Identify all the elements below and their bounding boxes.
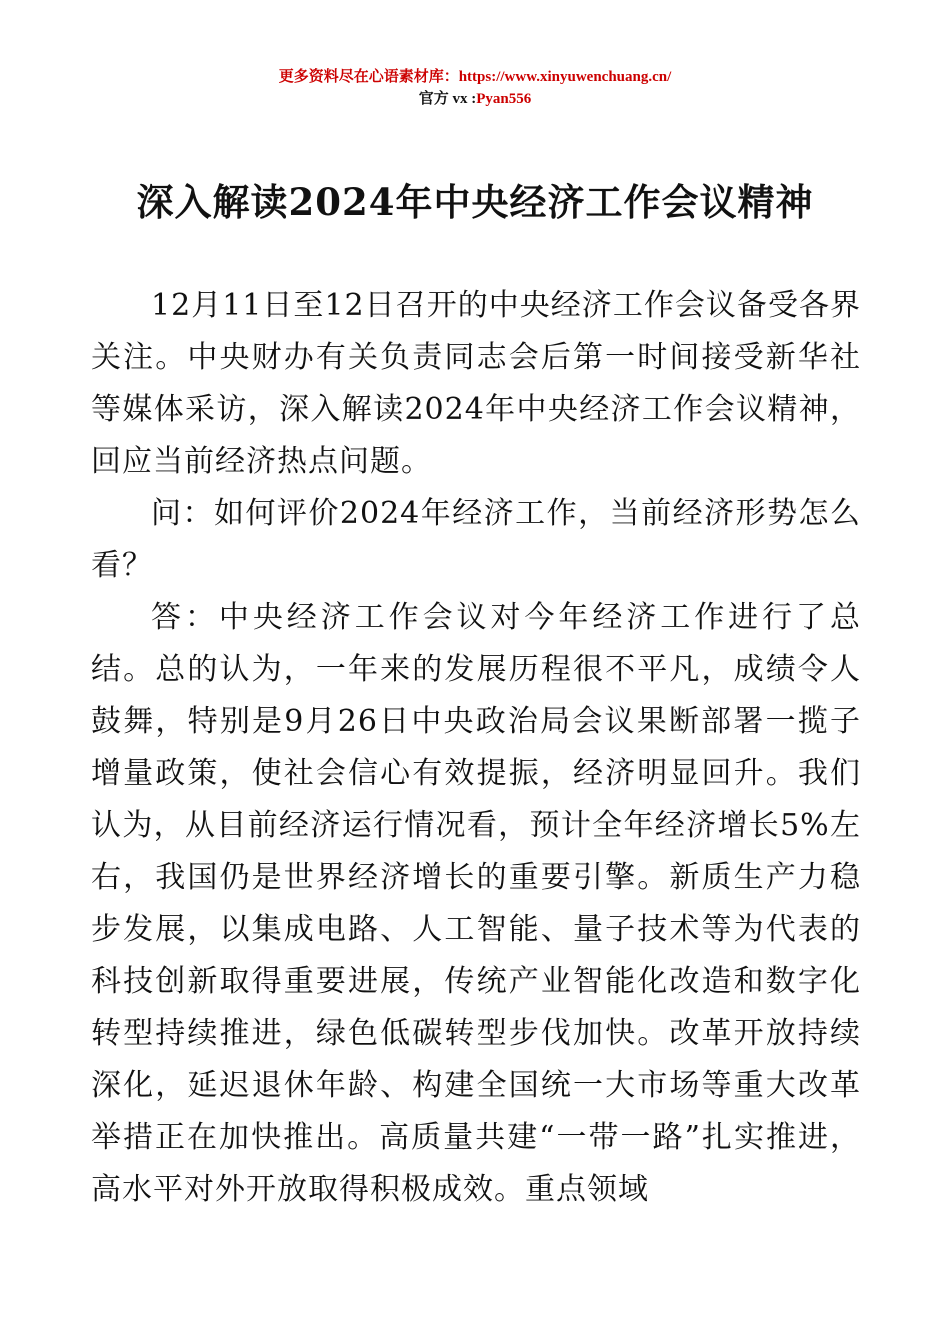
promo-prefix: 更多资料尽在心语素材库：	[278, 69, 459, 85]
promo-url-link[interactable]: https://www.xinyuwenchuang.cn/	[458, 69, 672, 85]
promo-line	[0, 66, 950, 88]
wx-label: 官方 vx :	[418, 91, 477, 107]
wx-line	[0, 88, 950, 110]
paragraph-answer: 答：中央经济工作会议对今年经济工作进行了总结。总的认为，一年来的发展历程很不平凡，成绩令人鼓舞，特别是9月26日中央政治局会议果断部署一揽子增量政策，使社会信心有效提振，经济明显回升。我们认为，从目前经济运行情况看，预计全年经济增长5%左右，我国仍是世界经济增长的重要引擎。新质生产力稳步发展，以集成电路、人工智能、量子技术等为代表的科技创新取得重要进展，传统产业智能化改造和数字化转型持续推进，绿色低碳转型步伐加快。改革开放持续深化，延迟退休年龄、构建全国统一大市场等重大改革举措正在加快推出。高质量共建“一带一路”扎实推进，高水平对外开放取得积极成效。重点领域	[91, 600, 861, 1207]
document-title: 深入解读2024年中央经济工作会议精神	[136, 180, 814, 224]
paragraph-question: 问：如何评价2024年经济工作，当前经济形势怎么看？	[91, 496, 861, 583]
promo-header	[0, 66, 950, 110]
wx-id: Pyan556	[476, 91, 532, 107]
paragraph-intro: 12月11日至12日召开的中央经济工作会议备受各界关注。中央财办有关负责同志会后第一时间接受新华社等媒体采访，深入解读2024年中央经济工作会议精神，回应当前经济热点问题。	[91, 288, 861, 479]
document-body	[91, 280, 861, 1216]
